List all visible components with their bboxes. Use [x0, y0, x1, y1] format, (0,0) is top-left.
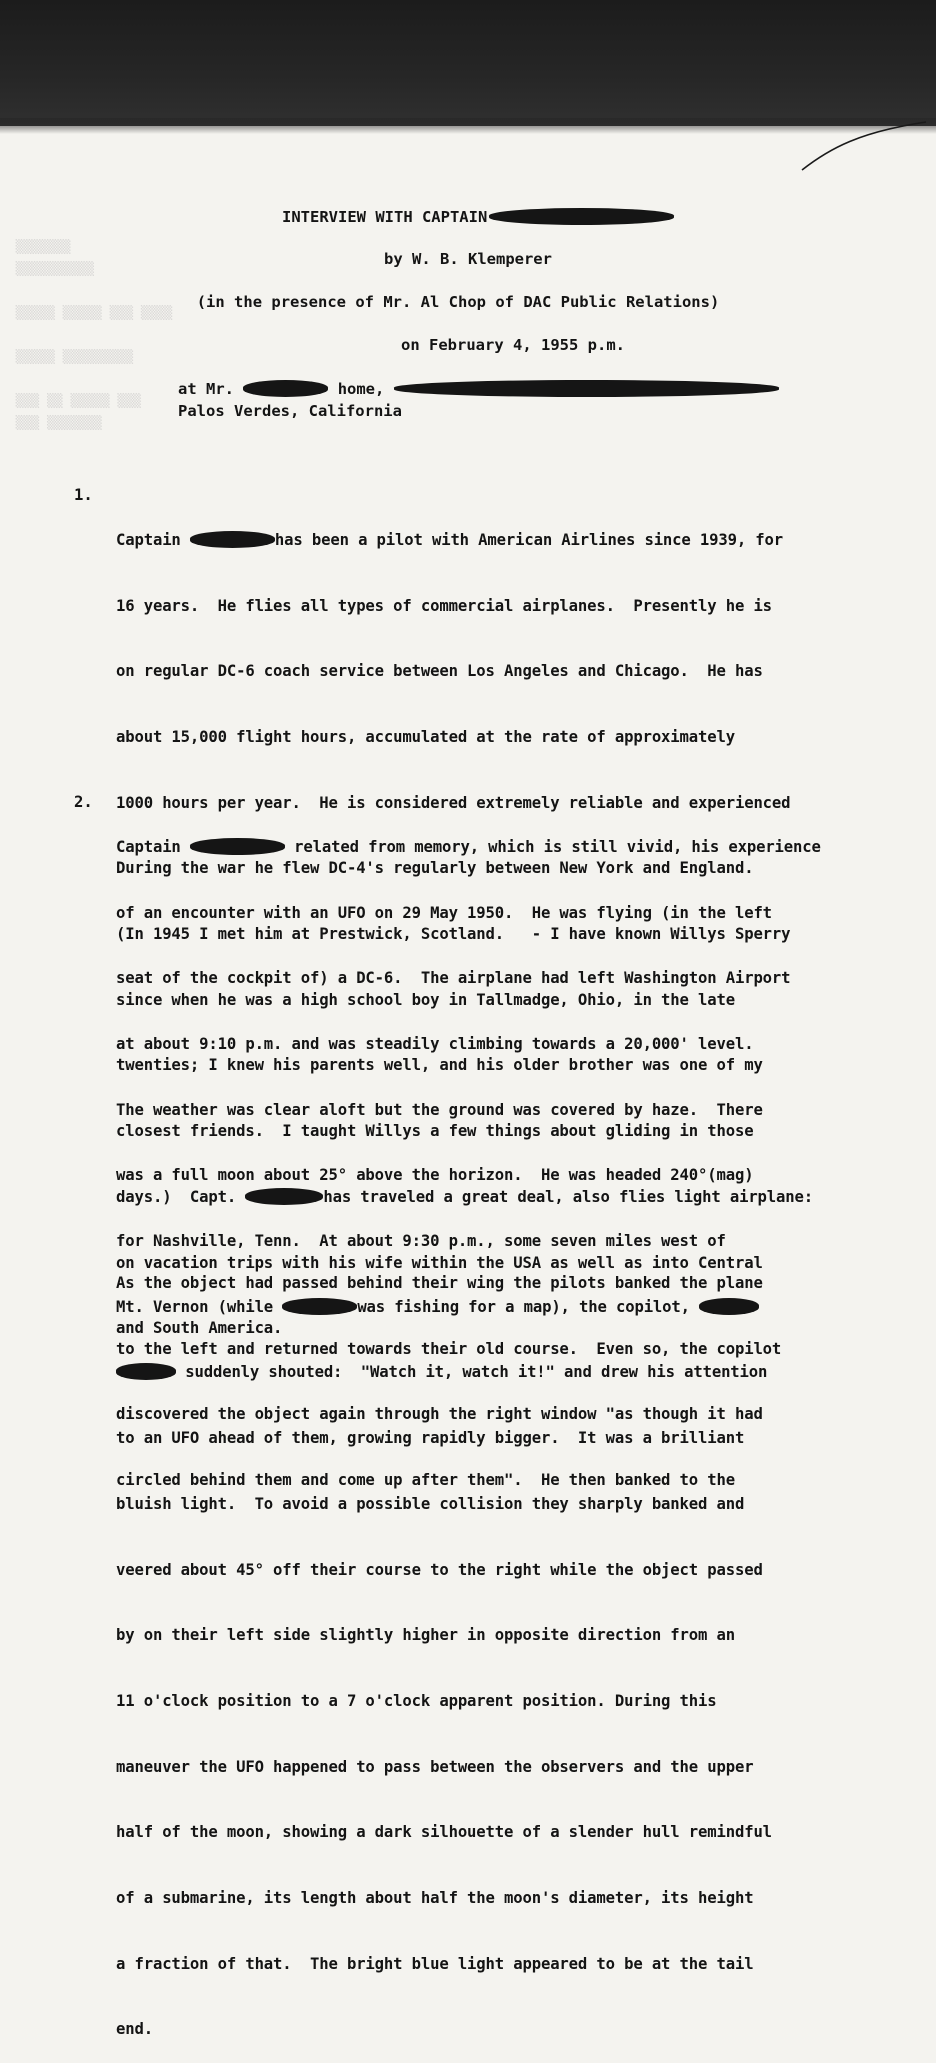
text-line: twenties; I knew his parents well, and his older brother was one of my	[116, 1056, 763, 1075]
text-line: closest friends. I taught Willys a few things about gliding in those	[116, 1122, 754, 1141]
redaction-mark	[190, 838, 285, 855]
by-line: by W. B. Klemperer	[384, 250, 552, 268]
text-line: to an UFO ahead of them, growing rapidly bigger. It was a brilliant	[116, 1429, 745, 1448]
text-line: about 15,000 flight hours, accumulated at the rate of approximately	[116, 727, 735, 746]
header-band-shadow	[0, 118, 936, 134]
bleed-through-text: ▒▒▒▒▒▒▒ ▒▒▒▒▒▒▒▒▒▒ ▒▒▒▒▒ ▒▒▒▒▒ ▒▒▒ ▒▒▒▒ ▒▒▒▒▒ ▒▒▒▒▒▒▒▒▒ ▒▒▒ ▒▒ ▒▒▒▒▒ ▒▒▒ ▒▒▒ ▒▒▒▒▒▒▒	[15, 240, 173, 431]
text-line: As the object had passed behind their wing the pilots banked the plane	[116, 1273, 763, 1292]
date-line: on February 4, 1955 p.m.	[401, 336, 625, 354]
presence-line: (in the presence of Mr. Al Chop of DAC Public Relations)	[196, 293, 720, 311]
address-home: home,	[337, 380, 385, 398]
text-line: Captain has been a pilot with American Airlines since 1939, for	[116, 530, 784, 549]
address-line-1	[178, 378, 779, 400]
text-line: circled behind them and come up after them". He then banked to the	[116, 1470, 735, 1489]
text-line: 16 years. He flies all types of commercial airplanes. Presently he is	[116, 596, 772, 615]
text-line: Captain related from memory, which is still vivid, his experience	[116, 837, 821, 856]
text-line: at about 9:10 p.m. and was steadily climbing towards a 20,000' level.	[116, 1034, 754, 1053]
text-line: 1000 hours per year. He is considered extremely reliable and experienced	[116, 793, 791, 812]
text-line: a fraction of that. The bright blue light appeared to be at the tail	[116, 1954, 754, 1973]
redaction-mark	[394, 380, 779, 397]
redaction-mark	[243, 380, 328, 397]
text-line: seat of the cockpit of) a DC-6. The airplane had left Washington Airport	[116, 969, 791, 988]
redaction-mark	[190, 531, 275, 548]
text-line: to the left and returned towards their old course. Even so, the copilot	[116, 1339, 782, 1358]
text-line: end.	[116, 2020, 153, 2039]
redaction-mark	[489, 208, 674, 225]
paragraph-number-2: 2.	[74, 793, 93, 811]
text-line: veered about 45° off their course to the right while the object passed	[116, 1560, 763, 1579]
text-line: on regular DC-6 coach service between Los Angeles and Chicago. He has	[116, 662, 763, 681]
text-line: and South America.	[116, 1319, 283, 1338]
text-line: for Nashville, Tenn. At about 9:30 p.m., some seven miles west of	[116, 1232, 726, 1251]
address-block	[178, 378, 779, 422]
text-line: half of the moon, showing a dark silhouette of a slender hull remindful	[116, 1823, 772, 1842]
text-line: on vacation trips with his wife within the USA as well as into Central	[116, 1253, 763, 1272]
text-line: of an encounter with an UFO on 29 May 1950. He was flying (in the left	[116, 903, 772, 922]
text-line: bluish light. To avoid a possible collision they sharply banked and	[116, 1494, 745, 1513]
text-line: discovered the object again through the right window "as though it had	[116, 1405, 763, 1424]
text-line: During the war he flew DC-4's regularly between New York and England.	[116, 859, 754, 878]
text-line: 11 o'clock position to a 7 o'clock apparent position. During this	[116, 1691, 717, 1710]
page-title	[282, 208, 674, 226]
paragraph-number-1: 1.	[74, 486, 93, 504]
paragraph-3	[116, 1229, 916, 1514]
text-line: suddenly shouted: "Watch it, watch it!" and drew his attention	[116, 1362, 916, 1384]
text-line: of a submarine, its length about half the moon's diameter, its height	[116, 1889, 754, 1908]
title-prefix: INTERVIEW WITH CAPTAIN	[282, 208, 488, 226]
text-line: since when he was a high school boy in Tallmadge, Ohio, in the late	[116, 990, 735, 1009]
text-line: by on their left side slightly higher in opposite direction from an	[116, 1626, 735, 1645]
text-line: The weather was clear aloft but the ground was covered by haze. There	[116, 1100, 763, 1119]
address-line-2: Palos Verdes, California	[178, 401, 402, 420]
text-line: Mt. Vernon (while was fishing for a map), the copilot,	[116, 1297, 916, 1319]
text-line: was a full moon about 25° above the horizon. He was headed 240°(mag)	[116, 1166, 754, 1185]
address-at: at Mr.	[178, 380, 234, 398]
pen-scratch-mark	[800, 118, 930, 178]
text-line: maneuver the UFO happened to pass between the observers and the upper	[116, 1757, 754, 1776]
text-line: days.) Capt. has traveled a great deal, also flies light airplane:	[116, 1187, 813, 1206]
text-line: (In 1945 I met him at Prestwick, Scotland. - I have known Willys Sperry	[116, 925, 791, 944]
blacked-out-header-band	[0, 0, 936, 126]
